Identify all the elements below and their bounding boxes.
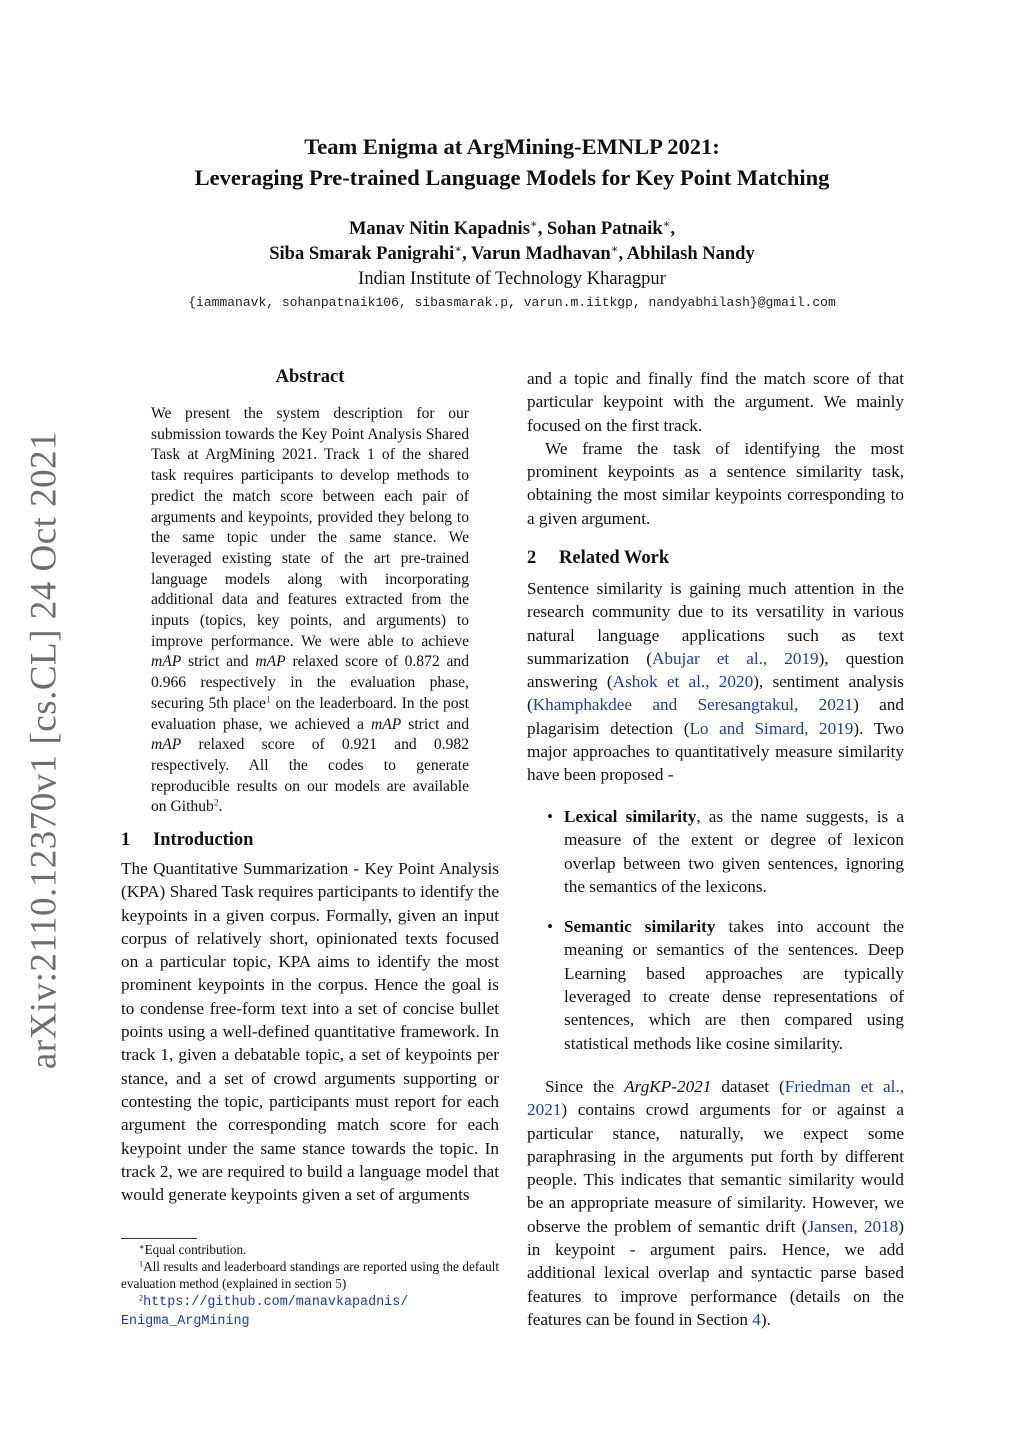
bullet-semantic-similarity: • Semantic similarity takes into account the meaning or semantics of the sentences. Deep Learning based approaches are typically leveraged to create dense representations of sentences, which are then compared using statistical methods like cosine similarity. (547, 917, 904, 1053)
footnote-2-cont (121, 1311, 499, 1330)
author-4: Varun Madhavan (471, 244, 611, 264)
map-term: mAP (370, 715, 402, 733)
bullet-dot: • (547, 917, 554, 937)
author-1: Manav Nitin Kapadnis (348, 219, 530, 239)
citation-abujar[interactable]: Abujar et al., 2019 (651, 648, 819, 668)
citation-lo-simard[interactable]: Lo and Simard, 2019 (689, 718, 854, 738)
author-3: Siba Smarak Panigrahi (269, 244, 455, 264)
citation-ashok[interactable]: Ashok et al., 2020 (612, 672, 754, 692)
arxiv-identifier-sidebar (16, 430, 72, 1070)
footnote-1: $^1$All results and leaderboard standings are reported using the default evaluation method (explained in section 5) (121, 1259, 499, 1291)
section-heading-related-work (527, 548, 904, 569)
introduction-text (121, 857, 499, 1206)
footnote-ref-2[interactable]: 2 (213, 798, 219, 810)
section-title: Introduction (153, 830, 254, 850)
footnote-2: $^2$https://github.com/manavkapadnis/ (139, 1293, 409, 1310)
equal-contribution-mark: ∗ (529, 218, 538, 231)
affiliation: Indian Institute of Technology Kharagpur (358, 269, 666, 289)
introduction-continued (527, 367, 904, 530)
github-link-cont[interactable]: Enigma_ArgMining (121, 1314, 250, 1329)
introduction-paragraph: The Quantitative Summarization - Key Point Analysis (KPA) Shared Task requires participants to identify the keypoints in a given corpus. Formally, given an input corpus of relatively short, opinionated texts focused on a particular topic, KPA aims to identify the most prominent keypoints in the corpus. Hence the goal is to condense free-form text into a set of concise bullet points using a well-defined quantitative framework. In track 1, given a debatable topic, a set of keypoints per stance, and a set of crowd arguments supporting or contesting the topic, participants must report for each argument the corresponding match score for each keypoint under the same stance towards the topic. In track 2, we are required to build a language model that would generate keypoints given a set of arguments (121, 859, 499, 1205)
citation-jansen[interactable]: Jansen, 2018 (807, 1216, 899, 1236)
author-5: Abhilash Nandy (626, 244, 755, 264)
citation-friedman[interactable]: Friedman et al., 2021 (527, 1077, 904, 1120)
equal-contribution-mark: ∗ (454, 243, 463, 256)
map-term: mAP (151, 736, 182, 754)
footnotes (121, 1241, 499, 1330)
similarity-bullet-list (527, 805, 904, 1055)
github-link[interactable]: https://github.com/manavkapadnis/ (143, 1295, 409, 1310)
section-number: 1 (121, 830, 131, 850)
title-line-1: Team Enigma at ArgMining-EMNLP 2021: (304, 134, 720, 159)
title-line-2: Leveraging Pre-trained Language Models for Key Point Matching (194, 165, 830, 190)
related-work-paragraph: Sentence similarity is gaining much attention in the research community due to its versatility in various natural language applications such as text summarization (Abujar et al., 2019), question answering (Ashok et al., 2020), sentiment analysis (Khamphakdee and Seresangtakul, 2021) and plagarisim detection (Lo and Simard, 2019). Two major approaches to quantitatively measure similarity have been proposed - (527, 579, 904, 785)
map-term: mAP (151, 653, 182, 671)
footnote-ref-1[interactable]: 1 (265, 694, 271, 706)
intro-cont-paragraph-1: and a topic and finally find the match score of that particular keypoint with the argument. We mainly focused on the first track. (527, 369, 904, 435)
section-4-link[interactable]: 4 (752, 1309, 761, 1329)
section-title: Related Work (559, 548, 670, 568)
map-term: mAP (255, 653, 286, 671)
arxiv-identifier-text: arXiv:2110.12370v1 [cs.CL] 24 Oct 2021 (23, 430, 65, 1070)
intro-cont-paragraph-2: We frame the task of identifying the most prominent keypoints as a sentence similarity task, obtaining the most similar keypoints corresponding to a given argument. (527, 438, 904, 528)
author-line-1: Manav Nitin Kapadnis∗, Sohan Patnaik∗, (348, 218, 676, 239)
bullet-lexical-similarity: • Lexical similarity, as the name suggests, is a measure of the extent or degree of lexicon overlap between two given sentences, ignoring the semantics of the lexicons. (547, 807, 904, 896)
author-line-2: Siba Smarak Panigrahi∗, Varun Madhavan∗, Abhilash Nandy (269, 243, 755, 264)
dataset-name: ArgKP-2021 (624, 1077, 712, 1096)
footnote-rule (121, 1238, 197, 1239)
related-work-text (527, 577, 904, 787)
abstract-body: We present the system description for our submission towards the Key Point Analysis Shared Task at ArgMining 2021. Track 1 of the shared task requires participants to develop methods to predict the match score between each pair of arguments and keypoints, provided they belong to the same topic under the same stance. We leveraged existing state of the art pre-trained language models along with incorporating additional data and features extracted from the inputs (topics, key points, and arguments) to improve performance. We were able to achieve mAP strict and mAP relaxed score of 0.872 and 0.966 respectively in the evaluation phase, securing 5th place$^1$ on the leaderboard. In the post evaluation phase, we achieved a mAP strict and mAP relaxed score of 0.921 and 0.982 respectively. All the codes to generate reproducible results on our models are available on Github$^2$. (151, 405, 469, 816)
equal-contribution-mark: ∗ (662, 218, 671, 231)
dataset-paragraph: Since the ArgKP-2021 dataset (Friedman et al., 2021) contains crowd arguments for or against a particular stance, naturally, we expect some paraphrasing in the arguments put forth by different people. This indicates that semantic similarity would be an appropriate measure of similarity. However, we observe the problem of semantic drift (Jansen, 2018) in keypoint - argument pairs. Hence, we add additional lexical overlap and syntactic parse based features to improve performance (details on the features can be found in Section 4). (527, 1077, 904, 1329)
abstract-heading: Abstract (275, 367, 345, 387)
author-2: Sohan Patnaik (546, 219, 663, 239)
paper-title (120, 131, 904, 193)
equal-contribution-mark: ∗ (610, 243, 619, 256)
section-number: 2 (527, 548, 537, 568)
section-heading-introduction (121, 830, 499, 851)
bullet-dot: • (547, 807, 554, 826)
citation-khamphakdee[interactable]: Khamphakdee and Seresangtakul, 2021 (532, 695, 854, 715)
section-link[interactable]: 5 (335, 1276, 342, 1291)
footnote-equal-contribution: ∗Equal contribution. (139, 1242, 247, 1257)
author-emails: {iammanavk, sohanpatnaik106, sibasmarak.p, varun.m.iitkgp, nandyabhilash}@gmail.com (188, 295, 836, 310)
